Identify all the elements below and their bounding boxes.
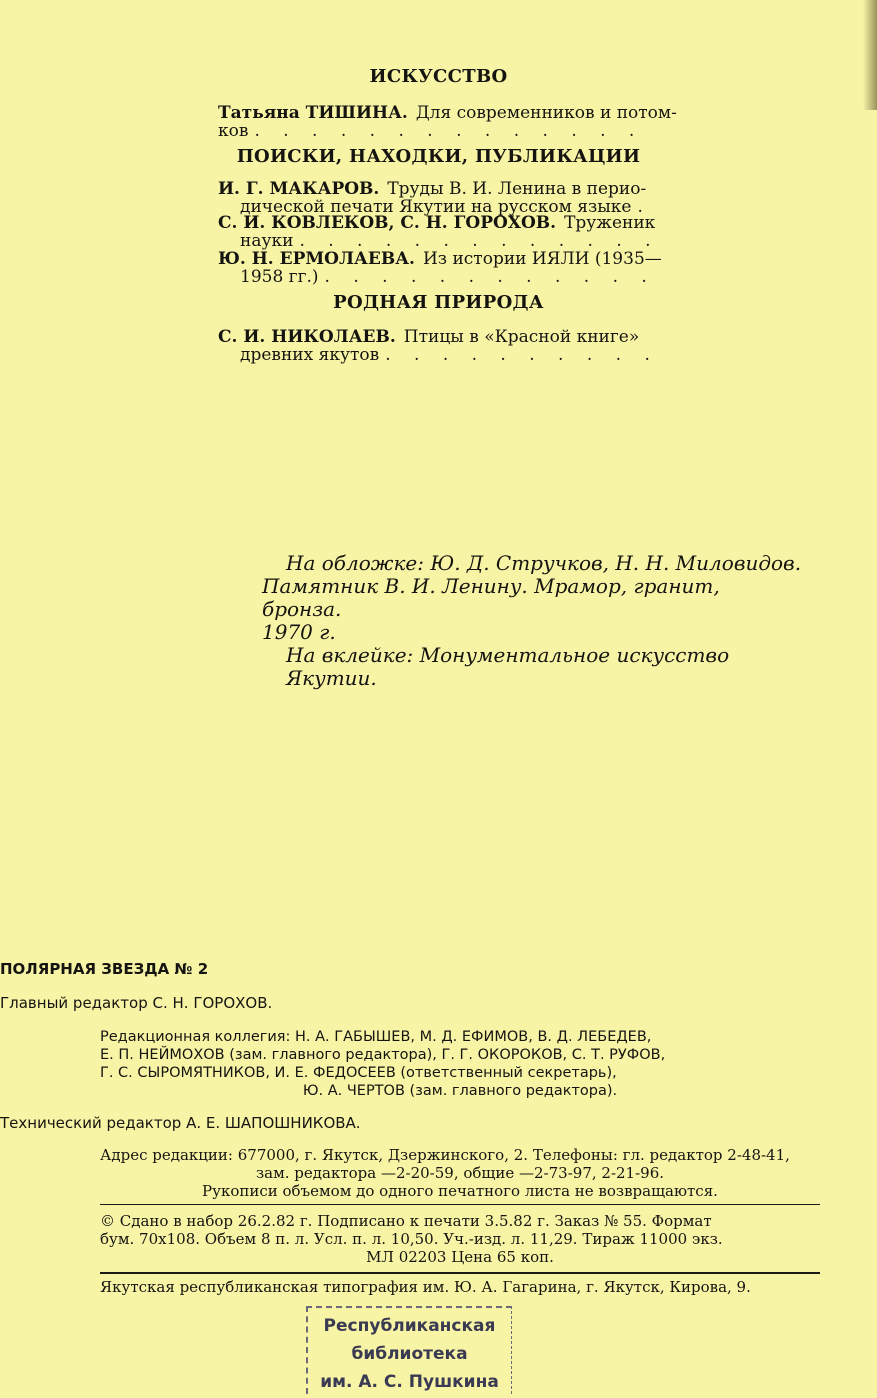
stamp-line: им. А. С. Пушкина (320, 1372, 499, 1392)
print-line: бум. 70х108. Объем 8 п. л. Усл. п. л. 10,50. Уч.-изд. л. 11,29. Тираж 11000 экз. (100, 1230, 723, 1248)
print-line: МЛ 02203 Цена 65 коп. (366, 1248, 554, 1266)
entry-title-cont: древних якутов (240, 345, 380, 365)
entry-author: С. И. КОВЛЕКОВ, С. Н. ГОРОХОВ. (218, 213, 557, 233)
entry-title-cont: дической печати Якутии на русском языке (240, 197, 632, 217)
leader-dots (254, 122, 656, 140)
chief-editor: Главный редактор С. Н. ГОРОХОВ. (0, 994, 273, 1012)
printer-info: Якутская республиканская типография им. Ю. А. Гагарина, г. Якутск, Кирова, 9. (100, 1278, 751, 1296)
editorial-address (100, 1146, 820, 1200)
board-line: Е. П. НЕЙМОХОВ (зам. главного редактора), Г. Г. ОКОРОКОВ, С. Т. РУФОВ, (100, 1047, 666, 1063)
cover-note (262, 552, 802, 690)
address-line: зам. редактора —2-20-59, общие —2-73-97, 2-21-96. (255, 1164, 665, 1182)
entry-title: Для современников и потом- (415, 103, 677, 123)
board-line: Г. С. СЫРОМЯТНИКОВ, И. Е. ФЕДОСЕЕВ (ответственный секретарь), (100, 1065, 617, 1081)
entry-title: Из истории ИЯЛИ (1935— (422, 249, 662, 269)
journal-issue-title: ПОЛЯРНАЯ ЗВЕЗДА № 2 (0, 960, 209, 978)
print-details (100, 1212, 820, 1266)
entry-author: Татьяна ТИШИНА. (218, 103, 408, 123)
toc-entry-art (218, 103, 677, 141)
editorial-board (100, 1028, 820, 1100)
entry-title-cont: ков (218, 121, 249, 141)
board-line: Редакционная коллегия: Н. А. ГАБЫШЕВ, М. Д. ЕФИМОВ, В. Д. ЛЕБЕДЕВ, (100, 1029, 652, 1045)
toc-entry-kovlekov (218, 214, 656, 250)
cover-note-line: 1970 г. (262, 620, 336, 644)
cover-note-line: Памятник В. И. Ленину. Мрамор, гранит, бронза. (262, 574, 720, 621)
entry-title-cont: науки (240, 231, 294, 251)
stamp-line: библиотека (351, 1344, 468, 1364)
entry-author: Ю. Н. ЕРМОЛАЕВА. (218, 249, 415, 269)
library-stamp (306, 1306, 512, 1394)
entry-title: Птицы в «Красной книге» (403, 327, 640, 347)
section-title-search: ПОИСКИ, НАХОДКИ, ПУБЛИКАЦИИ (236, 146, 641, 167)
leader-dots (385, 346, 656, 364)
technical-editor: Технический редактор А. Е. ШАПОШНИКОВА. (0, 1114, 361, 1132)
stamp-line: Республиканская (323, 1316, 496, 1336)
toc-entry-ermolaeva (218, 249, 662, 287)
entry-title: Труженик (564, 213, 656, 233)
divider (100, 1272, 820, 1274)
toc-entry-nikolaev (218, 328, 656, 364)
address-line: Адрес редакции: 677000, г. Якутск, Дзержинского, 2. Телефоны: гл. редактор 2-48-41, (100, 1146, 790, 1164)
leader-dots (299, 232, 656, 250)
divider (100, 1204, 820, 1205)
toc-entry-makarov (218, 180, 656, 216)
cover-note-line: На вклейке: Монументальное искусство Якутии. (286, 643, 730, 690)
manuscripts-note: Рукописи объемом до одного печатного листа не возвращаются. (202, 1182, 718, 1200)
section-title-art: ИСКУССТВО (369, 66, 508, 87)
board-line: Ю. А. ЧЕРТОВ (зам. главного редактора). (302, 1083, 618, 1099)
entry-title-cont: 1958 гг.) (240, 267, 319, 287)
page-edge-shadow (863, 0, 877, 110)
entry-author: И. Г. МАКАРОВ. (218, 179, 380, 199)
cover-note-line: На обложке: Ю. Д. Стручков, Н. Н. Миловидов. (286, 551, 802, 575)
leader-dots (325, 268, 656, 286)
entry-author: С. И. НИКОЛАЕВ. (218, 327, 396, 347)
entry-title: Труды В. И. Ленина в перио- (387, 179, 647, 199)
section-title-nature: РОДНАЯ ПРИРОДА (333, 292, 544, 313)
print-line: © Сдано в набор 26.2.82 г. Подписано к печати 3.5.82 г. Заказ № 55. Формат (100, 1212, 712, 1230)
